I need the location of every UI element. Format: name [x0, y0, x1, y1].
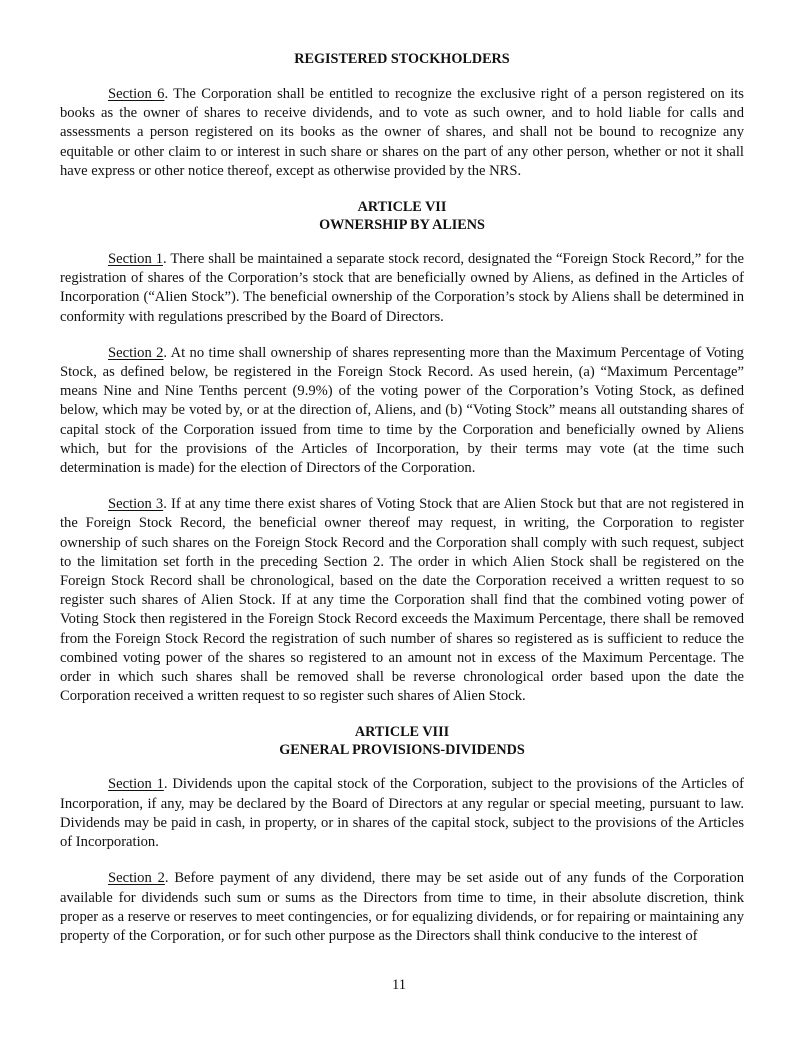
article-viii-heading [60, 723, 744, 759]
section-ref: Section 2 [108, 870, 165, 887]
article-viii-title: GENERAL PROVISIONS-DIVIDENDS [279, 742, 525, 759]
section-text: . Before payment of any dividend, there may be set aside out of any funds of the Corporation available for dividends such sum or sums as the Directors from time to time, in their absolute discretion, think proper as a reserve or reserves to meet contingencies, or for equalizing dividends, or for repairing or maintaining any property of the Corporation, or for such other purpose as the Directors shall think conducive to the interest of [60, 870, 744, 944]
section-text: . Dividends upon the capital stock of the Corporation, subject to the provisions of the Articles of Incorporation, if any, may be declared by the Board of Directors at any regular or special meeting, pursuant to law. Dividends may be paid in cash, in property, or in shares of the capital stock, subject to the provisions of the Articles of Incorporation. [60, 776, 744, 851]
section-ref: Section 1 [108, 776, 164, 793]
article-vii-heading [60, 198, 744, 234]
paragraph-viii-section-2 [60, 869, 744, 946]
article-viii-number: ARTICLE VIII [354, 724, 450, 741]
article-vii-title: OWNERSHIP BY ALIENS [319, 217, 485, 234]
article-vii-number: ARTICLE VII [357, 199, 447, 216]
section-ref: Section 1 [108, 251, 163, 268]
section-ref: Section 2 [108, 344, 164, 361]
paragraph-vii-section-3 [60, 495, 744, 706]
section-text: . There shall be maintained a separate stock record, designated the “Foreign Stock Record,” for the registration of shares of the Corporation’s stock that are beneficially owned by Aliens, as defined in the Articles of Incorporation (“Alien Stock”). The beneficial ownership of the Corporation’s stock by Aliens shall be determined in conformity with regulations prescribed by the Board of Directors. [60, 251, 744, 325]
document-body [60, 50, 744, 963]
page-number: 11 [391, 977, 407, 993]
paragraph-section-6 [60, 85, 744, 181]
heading-registered-stockholders: REGISTERED STOCKHOLDERS [294, 51, 510, 67]
section-ref: Section 3 [108, 496, 164, 513]
section-text: . At no time shall ownership of shares representing more than the Maximum Percentage of Voting Stock, as defined below, be registered in the Foreign Stock Record. As used herein, (a) “Maximum Percentage” means Nine and Nine Tenths percent (9.9%) of the voting power of the Corporation’s Voting Stock, as defined below, which may be voted by, or at the direction of, Aliens, and (b) “Voting Stock” means all outstanding shares of capital stock of the Corporation issued from time to time by the Corporation and beneficially owned by Aliens which, but for the provisions of the Articles of Incorporation, by their terms may vote (at the time such determination is made) for the election of Directors of the Corporation. [60, 344, 744, 477]
paragraph-vii-section-1 [60, 250, 744, 327]
paragraph-vii-section-2 [60, 344, 744, 478]
paragraph-viii-section-1 [60, 775, 744, 852]
section-text: . If at any time there exist shares of Voting Stock that are Alien Stock but that are not registered in the Foreign Stock Record, the beneficial owner thereof may request, in writing, the Corporation to register ownership of such shares on the Foreign Stock Record and the Corporation shall comply with such request, subject to the limitation set forth in the preceding Section 2. The order in which Alien Stock shall be registered on the Foreign Stock Record shall be chronological, based on the date the Corporation received a written request to so register such shares of Alien Stock. If at any time the Corporation shall find that the combined voting power of Voting Stock then registered in the Foreign Stock Record exceeds the Maximum Percentage, there shall be removed from the Foreign Stock Record the registration of such number of shares so registered as is sufficient to reduce the combined voting power of the shares so registered to an amount not in excess of the Maximum Percentage. The order in which such shares shall be removed shall be reverse chronological order based upon the date the Corporation received a written request to so register such shares of Alien Stock. [60, 496, 744, 705]
section-ref: Section 6 [108, 86, 165, 102]
section-text: . The Corporation shall be entitled to recognize the exclusive right of a person registered on its books as the owner of shares to receive dividends, and to vote as such owner, and to hold liable for calls and assessments a person registered on its books as the owner of shares, and shall not be bound to recognize any equitable or other claim to or interest in such share or shares on the part of any other person, whether or not it shall have express or other notice thereof, except as otherwise provided by the NRS. [60, 86, 744, 179]
